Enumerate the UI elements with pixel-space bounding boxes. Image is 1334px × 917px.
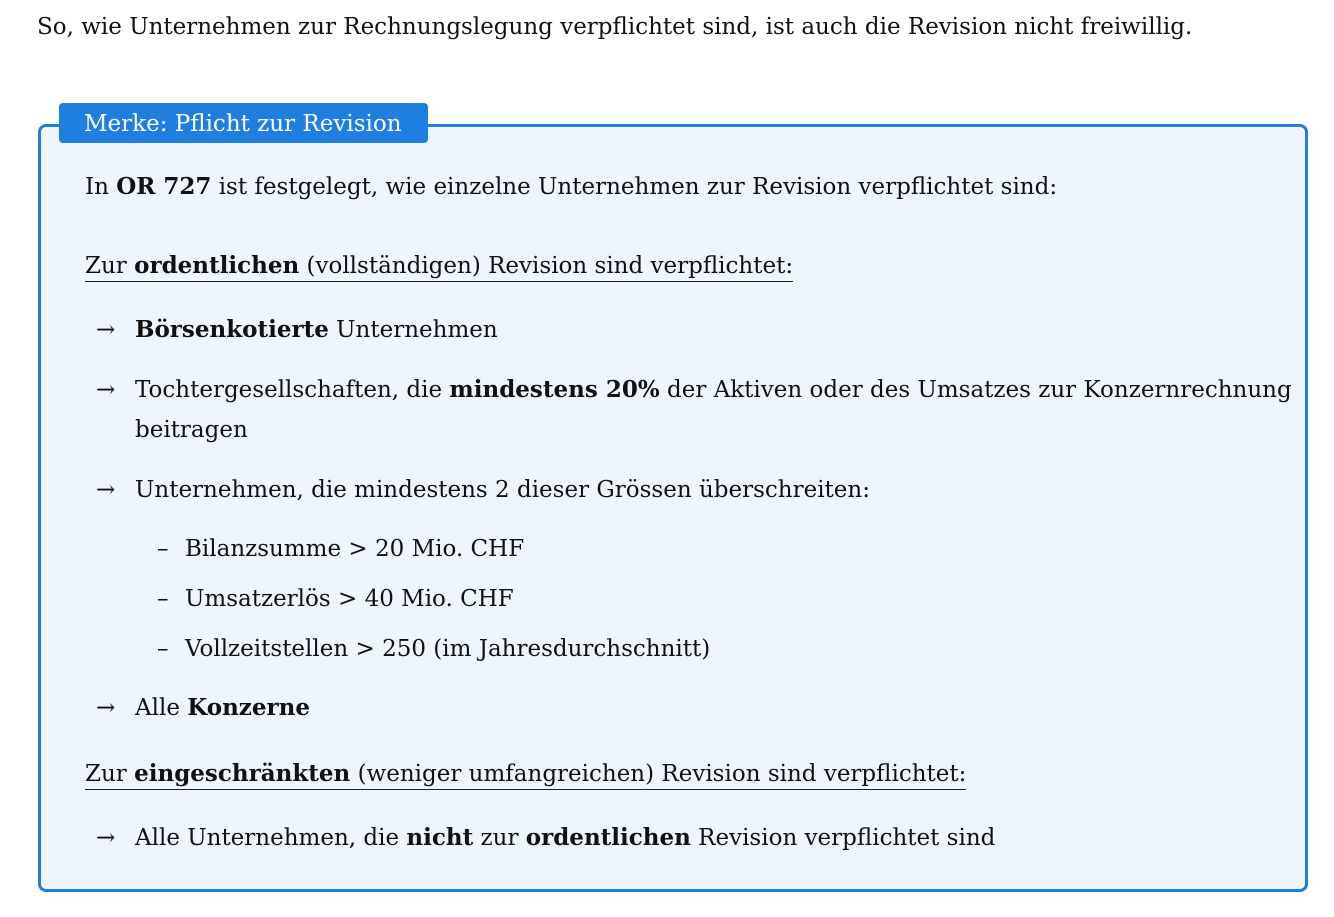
heading-ordentliche-revision: Zur ordentlichen (vollständigen) Revision sind verpflichtet:: [85, 251, 793, 282]
sub-item-umsatzerloes: Umsatzerlös > 40 Mio. CHF: [185, 586, 514, 612]
arrow-icon: →: [96, 695, 116, 721]
list-item-tochtergesellschaften-cont: beitragen: [135, 417, 248, 443]
heading-eingeschraenkte-revision: Zur eingeschränkten (weniger umfangreichen) Revision sind verpflichtet:: [85, 759, 966, 790]
arrow-icon: →: [96, 377, 116, 403]
or-727-reference: OR 727: [116, 173, 212, 200]
arrow-icon: →: [96, 477, 116, 503]
box-lead: In OR 727 ist festgelegt, wie einzelne Unternehmen zur Revision verpflichtet sind:: [85, 173, 1058, 200]
dash-icon: –: [157, 586, 169, 612]
list-item-alle-unternehmen: Alle Unternehmen, die nicht zur ordentlichen Revision verpflichtet sind: [135, 824, 996, 851]
list-item-konzerne: Alle Konzerne: [135, 694, 310, 721]
dash-icon: –: [157, 536, 169, 562]
arrow-icon: →: [96, 317, 116, 343]
list-item-groessen: Unternehmen, die mindestens 2 dieser Grössen überschreiten:: [135, 477, 870, 503]
list-item-tochtergesellschaften: Tochtergesellschaften, die mindestens 20% der Aktiven oder des Umsatzes zur Konzernrechnung: [135, 376, 1292, 403]
arrow-icon: →: [96, 825, 116, 851]
merke-box-title: Merke: Pflicht zur Revision: [59, 103, 428, 143]
sub-item-vollzeitstellen: Vollzeitstellen > 250 (im Jahresdurchschnitt): [185, 636, 711, 662]
sub-item-bilanzsumme: Bilanzsumme > 20 Mio. CHF: [185, 536, 525, 562]
list-item-boersenkotiert: Börsenkotierte Unternehmen: [135, 316, 498, 343]
dash-icon: –: [157, 636, 169, 662]
intro-paragraph: So, wie Unternehmen zur Rechnungslegung verpflichtet sind, ist auch die Revision nicht freiwillig.: [37, 14, 1193, 40]
